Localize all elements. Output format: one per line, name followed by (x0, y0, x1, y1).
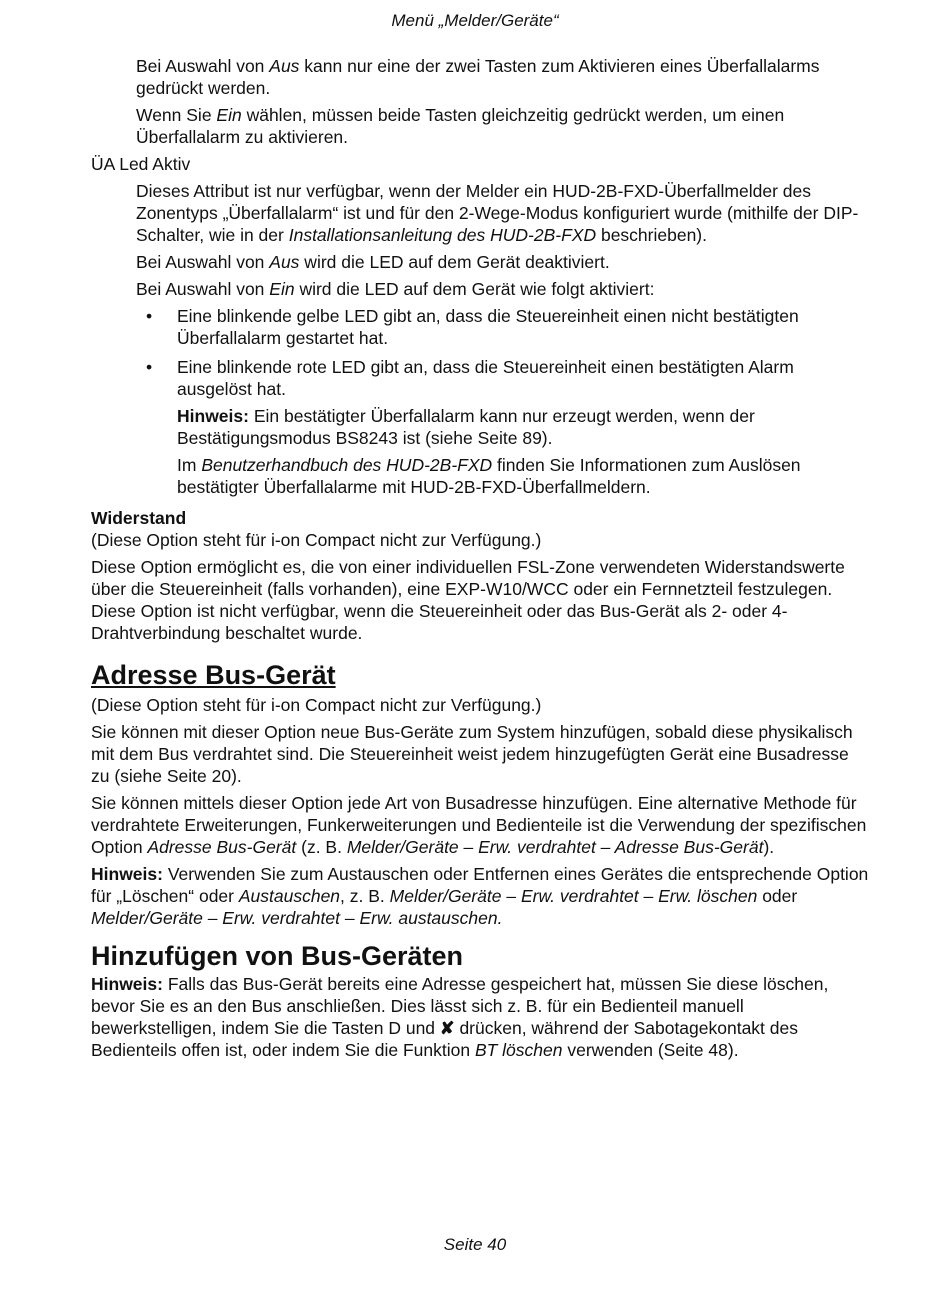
paragraph-aus-option (136, 55, 871, 99)
text: Ein bestätigter Überfallalarm kann nur erzeugt werden, wenn der Bestätigungsmodus BS8243 ist (siehe Seite 89). (177, 406, 755, 448)
ua-led-label: ÜA Led Aktiv (91, 154, 191, 174)
text: , z. B. (340, 886, 390, 906)
emphasis: Aus (269, 252, 300, 272)
text: ). (763, 837, 775, 857)
text: drücken, während der Sabotagekontakt des Bedienteils offen ist, oder indem Sie die Funktion (91, 1018, 798, 1060)
text: wird die LED auf dem Gerät wie folgt aktiviert: (294, 279, 655, 299)
text: verwenden (Seite 48). (562, 1040, 739, 1060)
paragraph-ua-led-desc (136, 180, 871, 246)
widerstand-text: Diese Option ermöglicht es, die von einer individuellen FSL-Zone verwendeten Widerstandswerte über die Steuereinheit (falls vorhanden), eine EXP-W10/WCC oder ein Fernnetzteil festzulegen. Diese Option ist nicht verfügbar, wenn die Steuereinheit oder das Bus-Gerät als 2- oder 4-Drahtverbindung beschaltet wurde. (91, 557, 845, 643)
page-content (91, 55, 871, 1066)
note-label: Hinweis: (91, 974, 163, 994)
text: Bei Auswahl von (136, 56, 270, 76)
note-label: Hinweis: (177, 406, 249, 426)
text: Wenn Sie (136, 105, 217, 125)
text: Eine blinkende gelbe LED gibt an, dass die Steuereinheit einen nicht bestätigten Überfallalarm gestartet hat. (177, 306, 799, 348)
bullet-icon: • (146, 306, 153, 326)
emphasis: Melder/Geräte – Erw. verdrahtet – Adresse Bus-Gerät (346, 837, 764, 857)
text: Bei Auswahl von (136, 252, 270, 272)
bullet-icon: • (146, 357, 153, 377)
text: oder (757, 886, 798, 906)
adresse-paragraph-1: Sie können mit dieser Option neue Bus-Geräte zum System hinzufügen, sobald diese physikalisch mit dem Bus verdrahtet sind. Die Steuereinheit weist jedem hinzugefügten Gerät eine Busadresse zu (siehe Seite 20). (91, 722, 853, 786)
list-item (136, 305, 871, 349)
note-bestaetigung (177, 405, 871, 449)
paragraph-led-aus (136, 251, 871, 273)
text: (z. B. (296, 837, 347, 857)
widerstand-availability: (Diese Option steht für i-on Compact nicht zur Verfügung.) (91, 530, 542, 550)
page-header: Menü „Melder/Geräte“ (391, 11, 559, 30)
text: finden Sie Informationen zum Auslösen bestätigter Überfallalarme mit HUD-2B-FXD-Überfallmeldern. (177, 455, 801, 497)
text: wählen, müssen beide Tasten gleichzeitig gedrückt werden, um einen Überfallalarm zu aktivieren. (136, 105, 785, 147)
text: beschrieben). (596, 225, 707, 245)
text: Verwenden Sie zum Austauschen oder Entfernen eines Gerätes die entsprechende Option für „Löschen“ oder (91, 864, 869, 906)
text: wird die LED auf dem Gerät deaktiviert. (299, 252, 610, 272)
text: Bei Auswahl von (136, 279, 270, 299)
emphasis: Adresse Bus-Gerät (147, 837, 297, 857)
text: Falls das Bus-Gerät bereits eine Adresse gespeichert hat, müssen Sie diese löschen, bevor Sie es an den Bus anschließen. Dies lässt sich z. B. für ein Bedienteil manuell bewerkstelligen, indem Sie die Tasten D und (91, 974, 829, 1038)
list-item (136, 356, 871, 400)
emphasis: BT löschen (474, 1040, 563, 1060)
cross-key-icon: ✘ (439, 1018, 455, 1038)
note-benutzerhandbuch (177, 454, 871, 498)
emphasis: Melder/Geräte – Erw. verdrahtet – Erw. löschen (389, 886, 758, 906)
page-footer: Seite 40 (443, 1235, 507, 1254)
heading-adresse-bus-geraet: Adresse Bus-Gerät (91, 660, 336, 690)
adresse-availability: (Diese Option steht für i-on Compact nicht zur Verfügung.) (91, 695, 542, 715)
hinzu-note (91, 973, 871, 1061)
text: Im (177, 455, 202, 475)
text: Eine blinkende rote LED gibt an, dass die Steuereinheit einen bestätigten Alarm ausgelöst hat. (177, 357, 794, 399)
note-label: Hinweis: (91, 864, 163, 884)
paragraph-led-ein (136, 278, 871, 300)
led-bullet-list (136, 305, 871, 400)
heading-widerstand: Widerstand (91, 508, 187, 528)
emphasis: Ein (269, 279, 295, 299)
emphasis: Aus (269, 56, 300, 76)
emphasis: Austauschen (238, 886, 341, 906)
text: Sie können mittels dieser Option jede Art von Busadresse hinzufügen. Eine alternative Methode für verdrahtete Erweiterungen, Funkerweiterungen und Bedienteile ist die Verwendung der spezifischen Option (91, 793, 867, 857)
paragraph-ein-option (136, 104, 871, 148)
text: kann nur eine der zwei Tasten zum Aktivieren eines Überfallalarms gedrückt werden. (136, 56, 820, 98)
text: Dieses Attribut ist nur verfügbar, wenn der Melder ein HUD-2B-FXD-Überfallmelder des Zonentyps „Überfallalarm“ ist und für den 2-Wege-Modus konfiguriert wurde (mithilfe der DIP-Schalter, wie in der (136, 181, 859, 245)
emphasis: Installationsanleitung des HUD-2B-FXD (288, 225, 597, 245)
adresse-note (91, 863, 871, 929)
heading-hinzufuegen: Hinzufügen von Bus-Geräten (91, 941, 464, 971)
emphasis: Ein (216, 105, 242, 125)
emphasis: Benutzerhandbuch des HUD-2B-FXD (201, 455, 493, 475)
adresse-paragraph-2 (91, 792, 871, 858)
emphasis: Melder/Geräte – Erw. verdrahtet – Erw. austauschen. (91, 908, 503, 928)
